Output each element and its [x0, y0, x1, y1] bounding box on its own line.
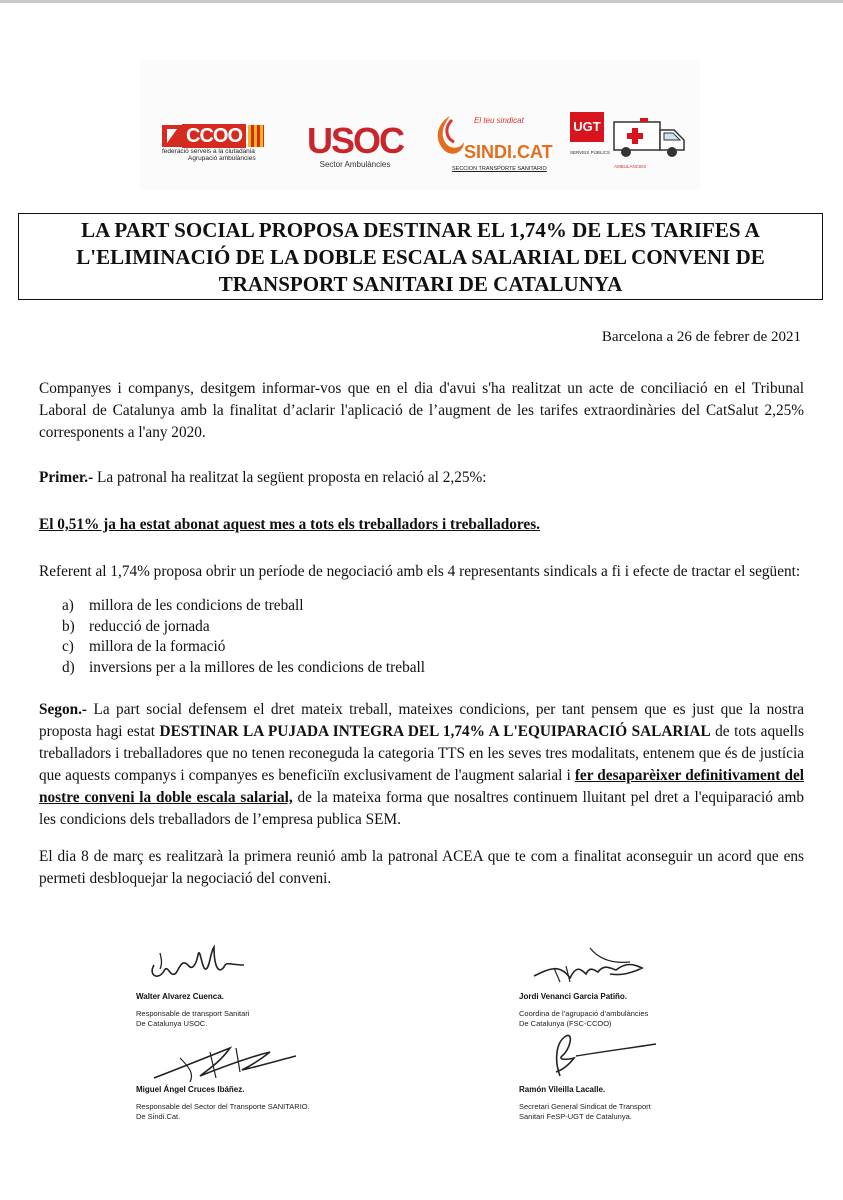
usoc-subtitle: Sector Ambulàncies — [319, 160, 391, 169]
segon-paragraph: Segon.- La part social defensem el dret mateix treball, mateixes condicions, per tant pensem que es just que la nostra proposta hagi estat DESTINAR LA PUJADA INTEGRA DEL 1,74% A L'EQUIPARACIÓ SALARIAL de tots aquells treballadors i treballadores que no tenen reconeguda la categoria TTS en les seves tres modalitats, entenem que és de justícia que aquests companys i companyes es beneficiïn exclusivament de l'augment salarial i fer desaparèixer definitivament del nostre conveni la doble escala salarial, de la mateixa forma que nosaltres continuem lluitant pel dret a l'equiparació amb les condicions dels treballadors de l’empresa publica SEM. — [39, 701, 804, 828]
signature-block-miguel — [136, 1085, 310, 1121]
list-item: b) reducció de jornada — [62, 617, 210, 635]
usoc-logo — [300, 122, 410, 169]
headline-box — [18, 213, 823, 300]
sindi-cat-logo — [430, 110, 553, 180]
list-item: c) millora de la formació — [62, 638, 226, 655]
signatory-role: Secretari General Sindicat de Transport Sanitari FeSP-UGT de Catalunya. — [519, 1102, 651, 1121]
signatory-name: Ramón Vileilla Lacalle. — [519, 1085, 606, 1094]
union-logos-banner — [140, 60, 700, 190]
signatory-role: Responsable del Sector del Transporte SANITARIO. De Sindi.Cat. — [136, 1102, 310, 1121]
signatory-name: Walter Alvarez Cuenca. — [136, 992, 224, 1001]
headline-line3: TRANSPORT SANITARI DE CATALUNYA — [218, 272, 623, 296]
headline-line1: LA PART SOCIAL PROPOSA DESTINAR EL 1,74% DE LES TARIFES A — [81, 218, 760, 242]
primer-text: La patronal ha realitzat la següent proposta en relació al 2,25%: — [93, 469, 487, 486]
referent-paragraph: Referent al 1,74% proposa obrir un període de negociació amb els 4 representants sindicals a fi i efecte de tractar el següent: — [39, 563, 801, 580]
sindi-tagline: El teu sindicat — [474, 116, 524, 125]
signature-miguel-icon — [150, 1038, 300, 1086]
ugt-logo — [570, 112, 615, 174]
usoc-wordmark: USOC — [306, 120, 403, 161]
primer-paragraph — [39, 467, 804, 489]
signature-walter-icon — [140, 935, 250, 985]
ccoo-line1: federació serveis a la ciutadania — [162, 148, 255, 155]
senyera-stripes-icon — [248, 125, 264, 147]
intro-paragraph: Companyes i companys, desitgem informar-vos que en el dia d'avui s'ha realitzat un acte de conciliació en el Tribunal Laboral de Catalunya amb la finalitat d’aclarir l'aplicació de l’augment de les tarifes extraordinàries del CatSalut 2,25% corresponents a l'any 2020. — [39, 380, 804, 441]
ambulance-subtitle: AMBULÀNCIES — [614, 164, 647, 169]
segon-proposal-bold: DESTINAR LA PUJADA INTEGRA DEL 1,74% A L'EQUIPARACIÓ SALARIAL — [159, 723, 711, 740]
list-item: a) millora de les condicions de treball — [62, 597, 304, 614]
segon-label: Segon.- — [39, 701, 88, 718]
signatory-name: Jordi Venanci Garcia Patiño. — [519, 992, 628, 1001]
ugt-subtitle: SERVEIS PÚBLICS — [570, 150, 610, 155]
signature-jordi-icon — [530, 938, 660, 990]
sindi-wordmark: SINDI.CAT — [464, 142, 553, 162]
segon-underlined-demand: fer desaparèixer definitivament del nostre conveni la doble escala salarial, — [39, 767, 804, 806]
paid-amount-statement: El 0,51% ja ha estat abonat aquest mes a tots els treballadors i treballadores. — [39, 516, 540, 533]
sindi-swirl-icon — [430, 114, 468, 158]
signatory-role: Responsable de transport Sanitari De Catalunya USOC. — [136, 1009, 250, 1028]
primer-label: Primer.- — [39, 469, 94, 486]
document-date: Barcelona a 26 de febrer de 2021 — [601, 329, 801, 345]
signatory-role: Coordina de l’agrupació d’ambulàncies De Catalunya (FSC-CCOO) — [519, 1009, 649, 1028]
list-item: d) inversions per a la millores de les condicions de treball — [62, 658, 426, 676]
top-border — [0, 0, 843, 3]
signature-block-walter — [136, 992, 249, 1028]
negotiation-topics-list — [62, 596, 425, 678]
signature-block-ramon — [519, 1085, 651, 1121]
headline-line2: L'ELIMINACIÓ DE LA DOBLE ESCALA SALARIAL DEL CONVENI DE — [76, 245, 765, 269]
ccoo-line2: Agrupació ambulàncies — [188, 155, 256, 162]
signature-ramon-icon — [540, 1030, 660, 1080]
sindi-subtitle: SECCION TRANSPORTE SANITARIO — [452, 166, 547, 172]
closing-paragraph: El dia 8 de març es realitzarà la primera reunió amb la patronal ACEA que te com a finalitat aconseguir un acord que ens permeti desbloquejar la negociació del conveni. — [39, 848, 804, 887]
ambulance-logo — [610, 112, 690, 174]
ccoo-flag-icon — [162, 125, 182, 147]
ambulance-icon — [610, 112, 688, 160]
ccoo-logo: CCOO federació serveis a la ciutadania Agrupació ambulàncies — [162, 124, 272, 162]
signatory-name: Miguel Ángel Cruces Ibáñez. — [136, 1085, 245, 1094]
ugt-wordmark: UGT — [570, 112, 604, 142]
signature-block-jordi — [519, 992, 648, 1028]
